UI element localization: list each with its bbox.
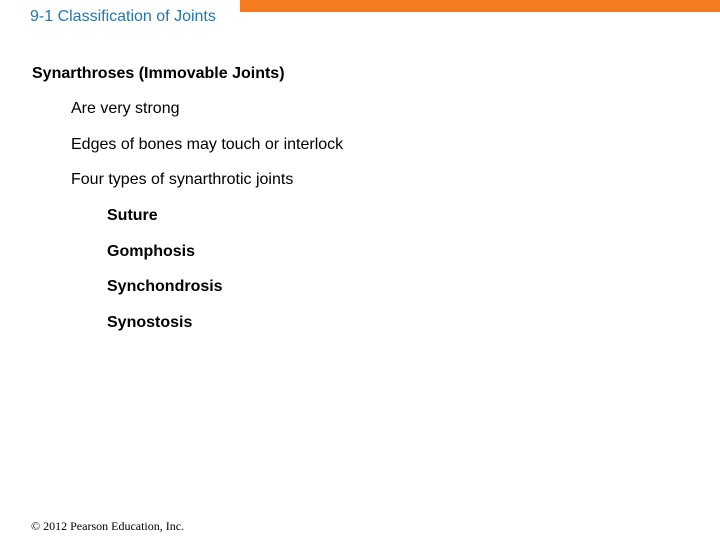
joint-type-item: Synostosis [107, 314, 193, 331]
bullet-point: Four types of synarthrotic joints [71, 171, 294, 188]
joint-type-item: Gomphosis [107, 243, 196, 260]
copyright-footer: © 2012 Pearson Education, Inc. [31, 519, 185, 533]
slide-title: 9-1 Classification of Joints [30, 8, 216, 25]
section-heading: Synarthroses (Immovable Joints) [32, 65, 285, 82]
joint-type-item: Suture [107, 207, 158, 224]
bullet-point: Are very strong [71, 100, 180, 117]
joint-type-item: Synchondrosis [107, 278, 223, 295]
bullet-point: Edges of bones may touch or interlock [71, 136, 344, 153]
